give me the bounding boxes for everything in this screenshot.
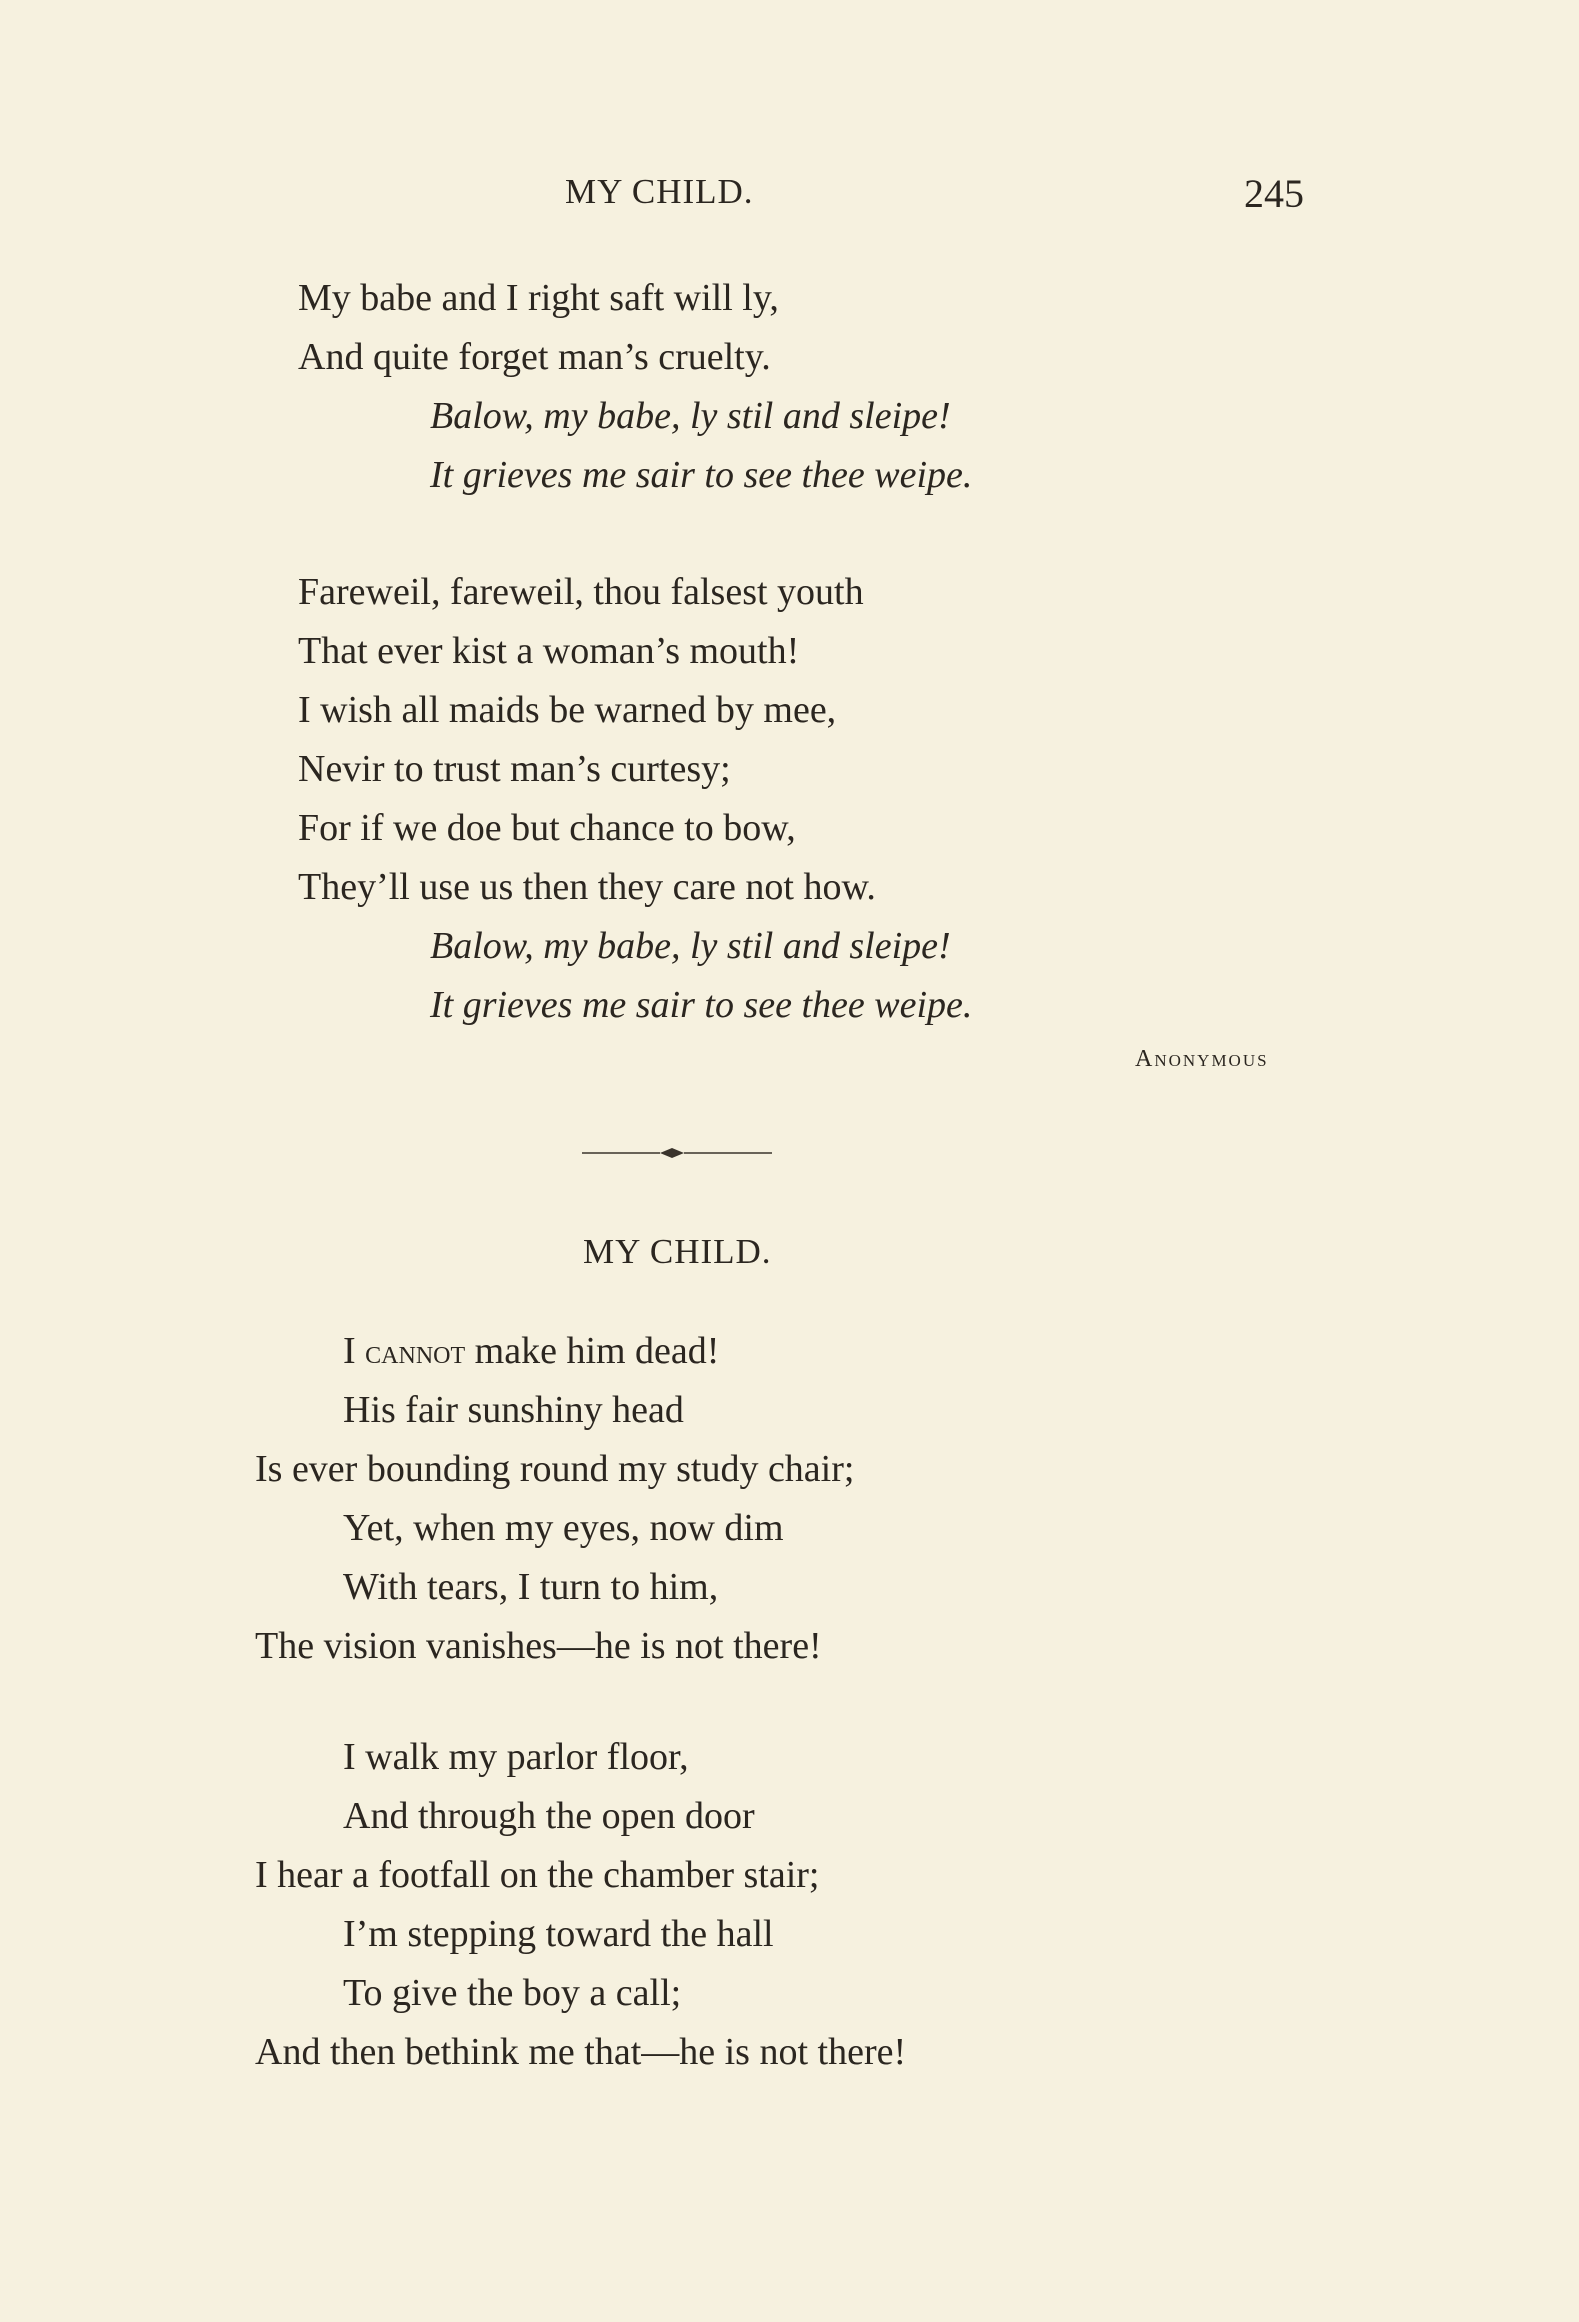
- refrain-line: Balow, my babe, ly stil and sleipe!: [430, 395, 951, 437]
- running-title: MY CHILD.: [565, 172, 754, 211]
- first-word-smallcaps: cannot: [365, 1334, 466, 1371]
- running-head: [0, 172, 1579, 222]
- refrain-line: Balow, my babe, ly stil and sleipe!: [430, 925, 951, 967]
- poem-line: And then bethink me that—he is not there!: [255, 2031, 907, 2073]
- attribution: Anonymous: [1135, 1046, 1269, 1072]
- poem-line: His fair sunshiny head: [343, 1389, 684, 1431]
- poem-line: Is ever bounding round my study chair;: [255, 1448, 855, 1490]
- first-line-rest: make him dead!: [465, 1330, 720, 1372]
- page-number: 245: [1244, 171, 1304, 216]
- poem-line: And through the open door: [343, 1795, 755, 1837]
- refrain-line: It grieves me sair to see thee weipe.: [430, 454, 973, 496]
- poem-line: I wish all maids be warned by mee,: [298, 689, 837, 731]
- poem-line: With tears, I turn to him,: [343, 1566, 719, 1608]
- poem-line: For if we doe but chance to bow,: [298, 807, 796, 849]
- poem-line: They’ll use us then they care not how.: [298, 866, 876, 908]
- poem-line: [343, 1329, 719, 1375]
- poem-line: I’m stepping toward the hall: [343, 1913, 774, 1955]
- section-divider-ornament: [582, 1143, 772, 1163]
- first-word: I: [343, 1330, 356, 1372]
- poem-line: Yet, when my eyes, now dim: [343, 1507, 784, 1549]
- poem-line: To give the boy a call;: [343, 1972, 682, 2014]
- poem-line: My babe and I right saft will ly,: [298, 277, 779, 319]
- poem-line: That ever kist a woman’s mouth!: [298, 630, 800, 672]
- poem-line: And quite forget man’s cruelty.: [298, 336, 771, 378]
- poem-line: The vision vanishes—he is not there!: [255, 1625, 822, 1667]
- poem-line: I hear a footfall on the chamber stair;: [255, 1854, 820, 1896]
- poem-title: MY CHILD.: [583, 1232, 772, 1271]
- refrain-line: It grieves me sair to see thee weipe.: [430, 984, 973, 1026]
- poem-line: I walk my parlor floor,: [343, 1736, 689, 1778]
- poem-line: Fareweil, fareweil, thou falsest youth: [298, 571, 864, 613]
- poem-line: Nevir to trust man’s curtesy;: [298, 748, 731, 790]
